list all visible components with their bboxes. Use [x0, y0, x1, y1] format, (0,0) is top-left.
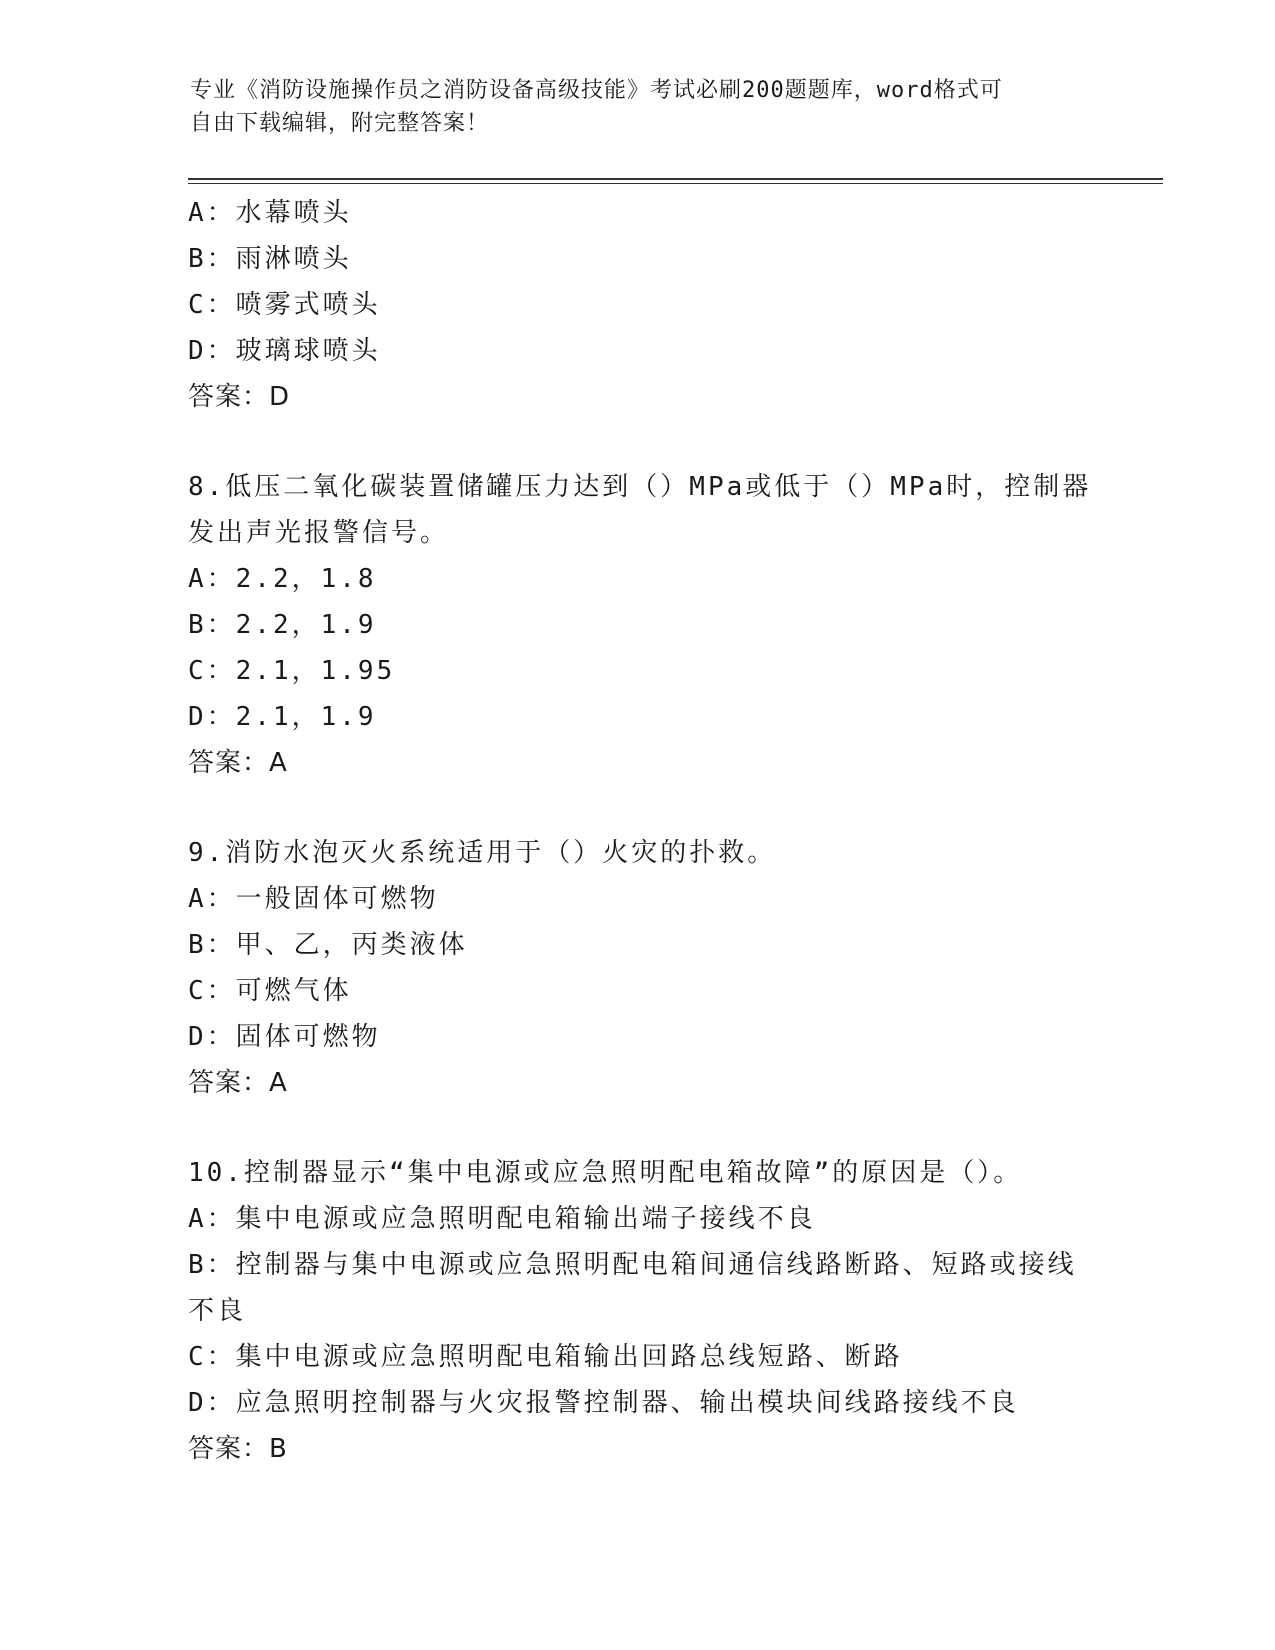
answer: 答案：B — [188, 1434, 288, 1464]
question-9 — [188, 830, 1088, 1106]
option-c: C：可燃气体 — [188, 976, 352, 1006]
option-b-line-2: 不良 — [188, 1296, 247, 1326]
option-b: B：2.2，1.9 — [188, 610, 377, 640]
answer: 答案：A — [188, 748, 288, 778]
header-divider — [188, 178, 1163, 184]
option-a: A：一般固体可燃物 — [188, 884, 439, 914]
option-a: A：集中电源或应急照明配电箱输出端子接线不良 — [188, 1204, 816, 1234]
question-10 — [188, 1150, 1088, 1472]
question-stem: 9.消防水泡灭火系统适用于（）火灾的扑救。 — [188, 838, 777, 868]
option-c: C：集中电源或应急照明配电箱输出回路总线短路、断路 — [188, 1342, 903, 1372]
answer: 答案：A — [188, 1068, 288, 1098]
document-header — [190, 74, 1090, 140]
option-d: D：玻璃球喷头 — [188, 336, 381, 366]
question-stem-line-1: 8.低压二氧化碳装置储罐压力达到（）MPa或低于（）MPa时，控制器 — [188, 472, 1092, 502]
option-b: B：甲、乙，丙类液体 — [188, 930, 468, 960]
question-8 — [188, 464, 1092, 786]
option-b-line-1: B：控制器与集中电源或应急照明配电箱间通信线路断路、短路或接线 — [188, 1250, 1077, 1280]
question-list — [188, 190, 1092, 1472]
question-stem-line-2: 发出声光报警信号。 — [188, 518, 450, 548]
option-c: C：喷雾式喷头 — [188, 290, 381, 320]
option-a: A：水幕喷头 — [188, 198, 352, 228]
answer: 答案：D — [188, 382, 291, 412]
option-d: D：应急照明控制器与火灾报警控制器、输出模块间线路接线不良 — [188, 1388, 1019, 1418]
option-a: A：2.2，1.8 — [188, 564, 377, 594]
question-stem: 10.控制器显示“集中电源或应急照明配电箱故障”的原因是（）。 — [188, 1158, 1023, 1188]
header-line-1: 专业《消防设施操作员之消防设备高级技能》考试必刷200题题库，word格式可 — [190, 78, 1003, 103]
question-7 — [188, 190, 1088, 420]
header-line-2: 自由下载编辑，附完整答案！ — [190, 111, 490, 136]
option-d: D：固体可燃物 — [188, 1022, 381, 1052]
option-c: C：2.1，1.95 — [188, 656, 396, 686]
option-d: D：2.1，1.9 — [188, 702, 377, 732]
option-b: B：雨淋喷头 — [188, 244, 352, 274]
